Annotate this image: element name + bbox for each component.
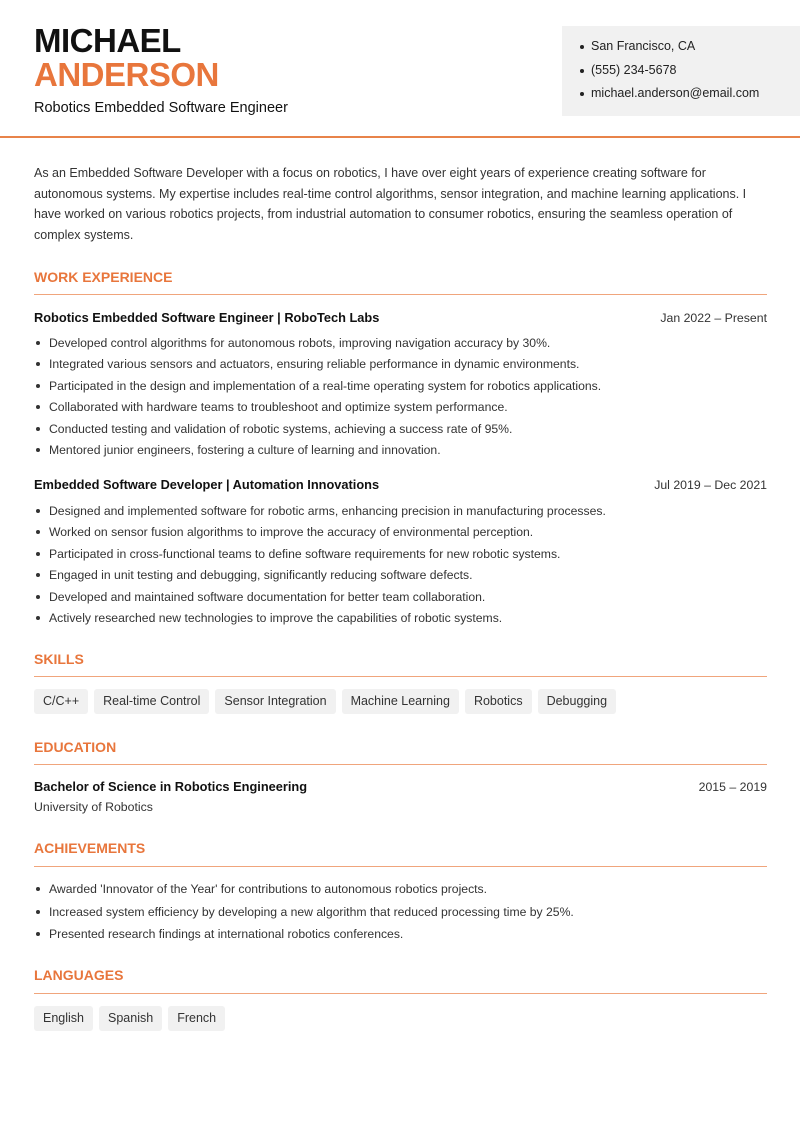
job-title-2: Embedded Software Developer | Automation Innovations	[34, 477, 380, 492]
bullet-icon	[36, 341, 40, 345]
job-dates-1: Jan 2022 – Present	[660, 311, 767, 325]
job-dates-2: Jul 2019 – Dec 2021	[654, 478, 767, 492]
bullet-text: Developed and maintained software documentation for better team collaboration.	[49, 589, 486, 604]
section-title-languages: LANGUAGES	[34, 967, 124, 983]
skills-tags	[34, 689, 616, 714]
list-item	[34, 399, 774, 420]
bullet-icon	[36, 509, 40, 513]
bullet-icon	[580, 92, 584, 96]
job-bullets-1	[34, 335, 774, 463]
job-bullets-2	[34, 503, 774, 631]
skill-tag: Sensor Integration	[215, 689, 335, 714]
contact-location	[580, 38, 800, 62]
list-item	[34, 356, 774, 377]
email-text[interactable]: michael.anderson@email.com	[591, 86, 760, 100]
contact-email[interactable]	[580, 85, 800, 109]
bullet-icon	[580, 45, 584, 49]
bullet-text: Increased system efficiency by developing a new algorithm that reduced processing time by 25%.	[49, 904, 574, 919]
summary-text: As an Embedded Software Developer with a focus on robotics, I have over eight years of experience creating software for autonomous systems. My expertise includes real-time control algorithms, sensor integration, and machine learning applications. I have worked on various robotics projects, from industrial automation to consumer robotics, ensuring the seamless operation of complex systems.	[34, 166, 747, 243]
bullet-icon	[36, 595, 40, 599]
first-name: MICHAEL	[34, 22, 181, 59]
last-name: ANDERSON	[34, 56, 219, 93]
section-divider	[34, 294, 767, 295]
bullet-text: Designed and implemented software for robotic arms, enhancing precision in manufacturing processes.	[49, 504, 606, 518]
bullet-icon	[36, 427, 40, 431]
bullet-icon	[36, 552, 40, 556]
skill-tag: Robotics	[465, 689, 532, 714]
list-item	[34, 378, 774, 399]
contact-phone	[580, 62, 800, 86]
bullet-icon	[36, 573, 40, 577]
bullet-text: Participated in cross-functional teams to define software requirements for new robotic systems.	[49, 546, 561, 561]
section-divider	[34, 764, 767, 765]
bullet-text: Mentored junior engineers, fostering a culture of learning and innovation.	[49, 442, 441, 457]
achievement-bullets	[34, 881, 774, 949]
list-item	[34, 335, 774, 356]
section-divider	[34, 993, 767, 994]
bullet-text: Engaged in unit testing and debugging, significantly reducing software defects.	[49, 568, 473, 583]
list-item	[34, 503, 774, 524]
list-item	[34, 421, 774, 442]
bullet-text: Collaborated with hardware teams to troubleshoot and optimize system performance.	[49, 400, 508, 415]
list-item	[34, 881, 774, 904]
bullet-icon	[36, 448, 40, 452]
bullet-icon	[36, 910, 40, 914]
section-title-achievements: ACHIEVEMENTS	[34, 840, 146, 856]
section-title-skills: SKILLS	[34, 651, 84, 667]
skill-tag: Machine Learning	[342, 689, 459, 714]
language-tag: Spanish	[99, 1006, 162, 1031]
list-item	[34, 589, 774, 610]
resume-header	[0, 0, 800, 138]
bullet-icon	[36, 932, 40, 936]
section-title-work: WORK EXPERIENCE	[34, 269, 173, 285]
section-divider	[34, 676, 767, 677]
list-item	[34, 904, 774, 927]
phone-text: (555) 234-5678	[591, 62, 677, 77]
list-item	[34, 567, 774, 588]
bullet-text: Conducted testing and validation of robotic systems, achieving a success rate of 95%.	[49, 421, 513, 436]
job-title-1: Robotics Embedded Software Engineer | RoboTech Labs	[34, 310, 380, 325]
list-item	[34, 546, 774, 567]
location-text: San Francisco, CA	[591, 39, 696, 53]
skill-tag: C/C++	[34, 689, 88, 714]
list-item	[34, 442, 774, 463]
bullet-icon	[36, 362, 40, 366]
contact-box	[562, 26, 800, 116]
bullet-icon	[36, 384, 40, 388]
language-tag: French	[168, 1006, 225, 1031]
bullet-text: Actively researched new technologies to improve the capabilities of robotic systems.	[49, 610, 503, 625]
section-divider	[34, 866, 767, 867]
language-tag: English	[34, 1006, 93, 1031]
school-name: University of Robotics	[34, 800, 153, 814]
list-item	[34, 524, 774, 545]
bullet-icon	[580, 69, 584, 73]
degree-title: Bachelor of Science in Robotics Engineering	[34, 779, 308, 794]
bullet-text: Presented research findings at international robotics conferences.	[49, 927, 404, 941]
section-title-education: EDUCATION	[34, 739, 117, 755]
bullet-text: Worked on sensor fusion algorithms to improve the accuracy of environmental perception.	[49, 525, 534, 540]
list-item	[34, 926, 774, 949]
language-tags	[34, 1006, 225, 1031]
bullet-icon	[36, 405, 40, 409]
bullet-text: Awarded 'Innovator of the Year' for contributions to autonomous robotics projects.	[49, 882, 488, 896]
bullet-text: Participated in the design and implementation of a real-time operating system for robotics applications.	[49, 378, 602, 393]
skill-tag: Real-time Control	[94, 689, 209, 714]
bullet-icon	[36, 887, 40, 891]
list-item	[34, 610, 774, 631]
bullet-text: Integrated various sensors and actuators, ensuring reliable performance in dynamic environments.	[49, 357, 580, 372]
job-title: Robotics Embedded Software Engineer	[34, 100, 288, 116]
bullet-icon	[36, 530, 40, 534]
bullet-text: Developed control algorithms for autonomous robots, improving navigation accuracy by 30%.	[49, 336, 551, 350]
skill-tag: Debugging	[538, 689, 616, 714]
bullet-icon	[36, 616, 40, 620]
education-dates: 2015 – 2019	[698, 780, 767, 794]
